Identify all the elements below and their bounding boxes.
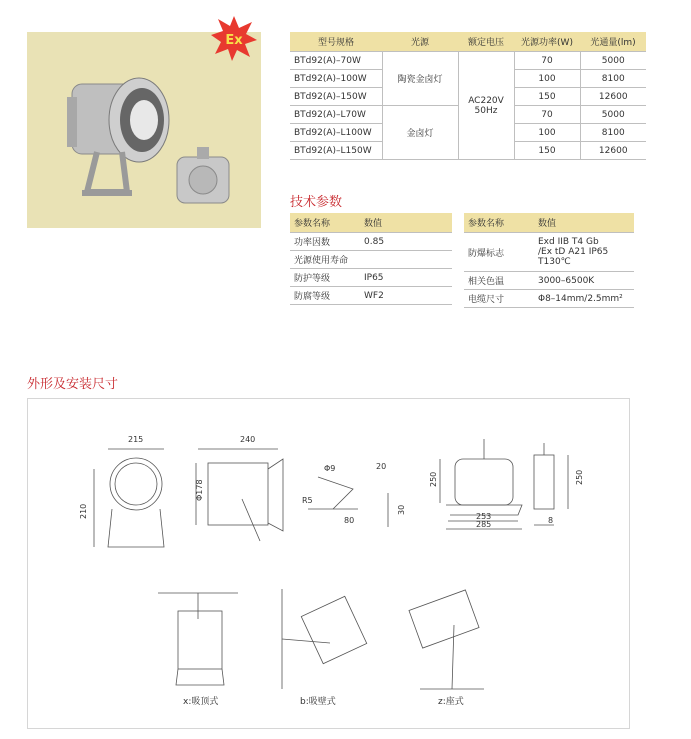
col-value: 数值 xyxy=(360,213,452,233)
cell-source: 陶瓷金卤灯 xyxy=(382,52,458,106)
cell-power: 70 xyxy=(514,106,580,124)
dim-box-side-h: 250 xyxy=(575,469,584,485)
ex-badge xyxy=(210,14,258,62)
cell-param: 电缆尺寸 xyxy=(464,290,534,308)
table-row xyxy=(464,272,634,290)
cell-power: 100 xyxy=(514,124,580,142)
dim-bracket-30: 30 xyxy=(397,504,406,515)
table-row xyxy=(290,233,452,251)
mount-label-base: z:座式 xyxy=(438,697,464,707)
cell-source: 金卤灯 xyxy=(382,106,458,160)
dims-title: 外形及安装尺寸 xyxy=(27,377,119,392)
col-source: 光源 xyxy=(382,32,458,52)
cell-power: 150 xyxy=(514,142,580,160)
dim-box-height: 250 xyxy=(429,471,438,487)
dim-bracket-80: 80 xyxy=(344,516,355,525)
table-row xyxy=(464,233,634,272)
voltage-line1: AC220V xyxy=(468,95,504,106)
table-row xyxy=(290,52,646,70)
cell-value: 0.85 xyxy=(360,233,452,251)
tech-table-right xyxy=(464,213,634,308)
cell-model: BTd92(A)–L150W xyxy=(290,142,382,160)
junction-side-view xyxy=(534,443,568,525)
cell-param: 防爆标志 xyxy=(464,233,534,272)
cell-value xyxy=(360,251,452,269)
cell-model: BTd92(A)–L70W xyxy=(290,106,382,124)
col-param: 参数名称 xyxy=(464,213,534,233)
dim-side-width: 240 xyxy=(240,435,256,444)
col-power: 光源功率(W) xyxy=(514,32,580,52)
dim-bracket-r: R5 xyxy=(302,496,313,505)
tech-left-header xyxy=(290,213,452,233)
cell-value: WF2 xyxy=(360,287,452,305)
col-voltage: 额定电压 xyxy=(458,32,514,52)
cell-flux: 8100 xyxy=(580,124,646,142)
col-value: 数值 xyxy=(534,213,634,233)
cell-power: 70 xyxy=(514,52,580,70)
cell-power: 100 xyxy=(514,70,580,88)
dim-front-width: 215 xyxy=(128,435,144,444)
dim-box-side-w: 8 xyxy=(548,516,554,525)
dims-drawing-box xyxy=(27,398,630,729)
mount-label-ceiling: x:吸顶式 xyxy=(183,697,219,707)
front-view xyxy=(94,449,164,547)
cell-value: Φ8–14mm/2.5mm² xyxy=(534,290,634,308)
cell-power: 150 xyxy=(514,88,580,106)
explosion-line: Exd IIB T4 Gb xyxy=(538,237,599,247)
badge-text: Ex xyxy=(225,33,243,48)
junction-box-illustration xyxy=(177,147,229,203)
cell-model: BTd92(A)–100W xyxy=(290,70,382,88)
tech-params-title: 技术参数 xyxy=(290,195,343,210)
table-row xyxy=(290,287,452,305)
dim-side-dia: Φ178 xyxy=(195,479,204,501)
cell-value: 3000–6500K xyxy=(534,272,634,290)
mount-base-view xyxy=(409,590,484,689)
cell-param: 相关色温 xyxy=(464,272,534,290)
cell-param: 防腐等级 xyxy=(290,287,360,305)
cell-model: BTd92(A)–150W xyxy=(290,88,382,106)
cell-model: BTd92(A)–L100W xyxy=(290,124,382,142)
cell-model: BTd92(A)–70W xyxy=(290,52,382,70)
voltage-line2: 50Hz xyxy=(474,105,498,116)
spec-header-row xyxy=(290,32,646,52)
dims-drawing xyxy=(28,399,629,728)
spec-table xyxy=(290,32,646,160)
mount-wall-view xyxy=(282,589,367,689)
dim-bracket-20: 20 xyxy=(376,462,387,471)
col-param: 参数名称 xyxy=(290,213,360,233)
tech-right-header xyxy=(464,213,634,233)
cell-param: 功率因数 xyxy=(290,233,360,251)
cell-flux: 12600 xyxy=(580,142,646,160)
mount-ceiling-view xyxy=(158,593,238,685)
cell-flux: 12600 xyxy=(580,88,646,106)
cell-param: 光源使用寿命 xyxy=(290,251,360,269)
cell-flux: 5000 xyxy=(580,106,646,124)
dim-front-height: 210 xyxy=(79,503,88,519)
table-row xyxy=(290,251,452,269)
dim-box-w1: 253 xyxy=(476,512,492,521)
mount-label-wall: b:吸壁式 xyxy=(300,697,336,707)
explosion-line: T130℃ xyxy=(538,257,571,267)
cell-param: 防护等级 xyxy=(290,269,360,287)
side-view xyxy=(196,449,283,541)
col-flux: 光通量(lm) xyxy=(580,32,646,52)
cell-voltage xyxy=(458,52,514,160)
cell-flux: 5000 xyxy=(580,52,646,70)
table-row xyxy=(290,269,452,287)
dim-box-w2: 285 xyxy=(476,520,492,529)
table-row xyxy=(464,290,634,308)
explosion-line: /Ex tD A21 IP65 xyxy=(538,247,609,257)
dim-bracket-hole: Φ9 xyxy=(324,464,336,473)
cell-value xyxy=(534,233,634,272)
lamp-illustration xyxy=(67,78,169,196)
cell-flux: 8100 xyxy=(580,70,646,88)
cell-value: IP65 xyxy=(360,269,452,287)
tech-table-left xyxy=(290,213,452,305)
col-model: 型号规格 xyxy=(290,32,382,52)
